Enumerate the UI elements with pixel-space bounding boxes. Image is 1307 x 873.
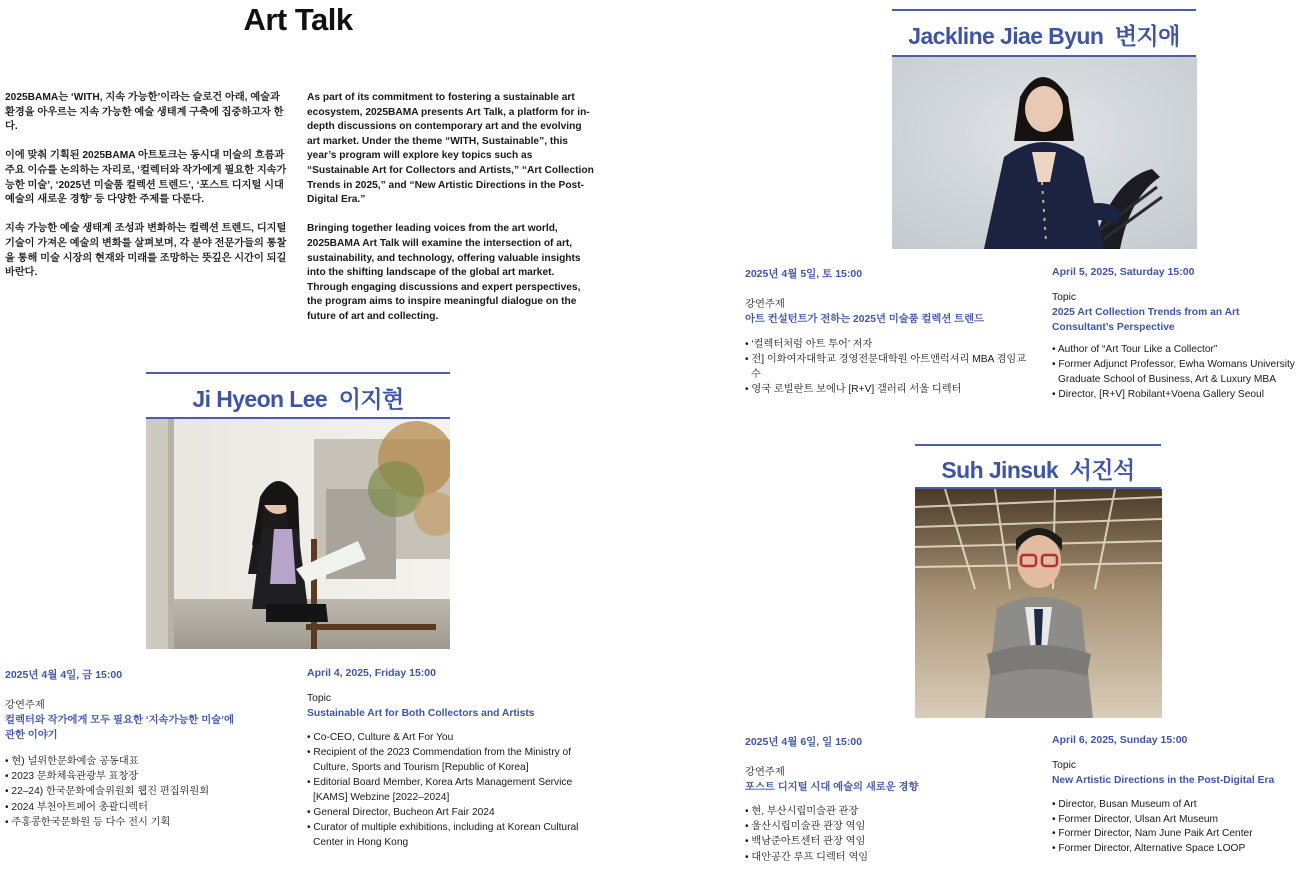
speaker-photo-lee (146, 419, 450, 649)
bio-item: • Author of “Art Tour Like a Collector” (1052, 343, 1304, 358)
topic-en: Sustainable Art for Both Collectors and Artists (307, 708, 535, 719)
bio-list-en (1052, 343, 1304, 403)
speaker-name-byun (880, 18, 1208, 51)
speaker-portrait-image (915, 489, 1162, 718)
speaker-portrait-image (892, 57, 1197, 249)
bio-item: • 2024 부천아트페어 총괄디렉터 (5, 801, 290, 816)
topic-ko: 컬렉터와 작가에게 모두 필요한 ‘지속가능한 미술’에 관한 이야기 (5, 715, 234, 741)
intro-en-paragraph: Bringing together leading voices from the art world, 2025BAMA Art Talk will examine the intersection of art, sustainability, and technology, offering valuable insights into the shifting landscape of the global art market. Through engaging discussions and expert perspectives, the program aims to inspire meaningful dialogue on the future of art and collecting. (307, 223, 581, 322)
bio-item: • Former Director, Ulsan Art Museum (1052, 813, 1304, 828)
bio-list-ko (5, 755, 290, 831)
speaker-date-ko: 2025년 4월 4일, 금 15:00 (5, 669, 123, 681)
speaker-lee-en-block (307, 667, 592, 851)
bio-item: • Director, Busan Museum of Art (1052, 798, 1304, 813)
bio-item: • Former Director, Alternative Space LOOP (1052, 842, 1304, 857)
topic-label-en: Topic (1052, 760, 1077, 771)
bio-item: • ‘컬렉터처럼 아트 투어’ 저자 (745, 338, 1035, 353)
speaker-date-ko: 2025년 4월 6일, 일 15:00 (745, 736, 863, 748)
topic-label-ko: 강연주제 (745, 299, 785, 310)
topic-en: 2025 Art Collection Trends from an Art Consultant’s Perspective (1052, 307, 1240, 333)
speaker-photo-suh (915, 489, 1162, 718)
speaker-name-en: Ji Hyeon Lee (192, 386, 328, 412)
topic-label-ko: 강연주제 (745, 767, 785, 778)
speaker-name-ko: 이지현 (338, 386, 404, 412)
bio-item: • 주홍콩한국문화원 등 다수 전시 기획 (5, 816, 290, 831)
speaker-suh-en-block (1052, 734, 1304, 856)
speaker-byun-en-block (1052, 266, 1304, 403)
intro-ko-paragraph: 이에 맞춰 기획된 2025BAMA 아트토크는 동시대 미술의 흐름과 주요 이슈를 논의하는 자리로, ‘컬렉터와 작가에게 필요한 지속가능한 미술’, ‘2025년 미술품 컬렉션 트렌드’, ‘포스트 디지털 시대 예술의 새로운 경향’ 등 다양한 주제를 다룬다. (5, 150, 287, 206)
bio-item: • Co-CEO, Culture & Art For You (307, 731, 592, 746)
topic-en: New Artistic Directions in the Post-Digital Era (1052, 775, 1275, 786)
speaker-date-en: April 5, 2025, Saturday 15:00 (1052, 266, 1195, 278)
bio-item: • Director, [R+V] Robilant+Voena Gallery Seoul (1052, 388, 1304, 403)
speaker-date-ko: 2025년 4월 5일, 토 15:00 (745, 268, 863, 280)
topic-label-ko: 강연주제 (5, 700, 45, 711)
bio-item: • 전] 이화여자대학교 경영전문대학원 아트앤럭셔리 MBA 겸임교수 (745, 353, 1035, 382)
speaker-byun-ko-block (745, 266, 1035, 398)
speaker-name-en: Jackline Jiae Byun (908, 23, 1104, 49)
speaker-date-en: April 6, 2025, Sunday 15:00 (1052, 734, 1188, 746)
speaker-portrait-image (146, 419, 450, 649)
speaker-name-lee (146, 381, 450, 414)
speaker-date-en: April 4, 2025, Friday 15:00 (307, 667, 436, 679)
bio-item: • 현) 널위한문화예술 공동대표 (5, 755, 290, 770)
bio-list-en (307, 731, 592, 851)
topic-ko: 포스트 디지털 시대 예술의 새로운 경향 (745, 782, 919, 793)
speaker-suh-ko-block (745, 734, 1035, 866)
bio-item: • 현, 부산시립미술관 관장 (745, 805, 1035, 820)
intro-en-paragraph: As part of its commitment to fostering a sustainable art ecosystem, 2025BAMA presents Art Talk, a platform for in-depth discussions on contemporary art and the evolving art market. Under the theme “WITH, Sustainable”, this year’s program will explore key topics such as “Sustainable Art for Collectors and Artists,” “Art Collection Trends in 2025,” and “New Artistic Directions in the Post-Digital Era.” (307, 92, 594, 206)
topic-label-en: Topic (307, 693, 332, 704)
topic-label-en: Topic (1052, 292, 1077, 303)
speaker-name-suh (905, 452, 1171, 485)
bio-item: • 백남준아트센터 관장 역임 (745, 835, 1035, 850)
bio-list-ko (745, 805, 1035, 865)
speaker-rule-top (892, 9, 1196, 11)
speaker-name-en: Suh Jinsuk (941, 457, 1059, 483)
speaker-name-ko: 서진석 (1069, 457, 1135, 483)
bio-list-en (1052, 798, 1304, 856)
speaker-photo-byun (892, 57, 1197, 249)
bio-item: • 영국 로빌란트 보에나 [R+V] 갤러리 서울 디렉터 (745, 383, 1035, 398)
bio-item: • General Director, Bucheon Art Fair 2024 (307, 806, 592, 821)
bio-item: • Curator of multiple exhibitions, including at Korean Cultural Center in Hong Kong (307, 821, 592, 850)
intro-ko-paragraph: 2025BAMA는 ‘WITH, 지속 가능한’이라는 슬로건 아래, 예술과 환경을 아우르는 지속 가능한 예술 생태계 구축에 집중하고자 한다. (5, 92, 284, 133)
speaker-rule-top (915, 444, 1161, 446)
page-title: Art Talk (243, 2, 353, 37)
bio-item: • Former Adjunct Professor, Ewha Womans University Graduate School of Business, Art & Luxury MBA (1052, 358, 1304, 387)
intro-korean (5, 91, 290, 295)
intro-ko-paragraph: 지속 가능한 예술 생태계 조성과 변화하는 컬렉션 트렌드, 디지털 기술이 가져온 예술의 변화를 살펴보며, 각 분야 전문가들의 통찰을 통해 미술 시장의 현재와 미래를 조망하는 뜻깊은 시간이 되길 바란다. (5, 223, 287, 279)
speaker-name-ko: 변지애 (1114, 23, 1180, 49)
bio-item: • Editorial Board Member, Korea Arts Management Service [KAMS] Webzine [2022–2024] (307, 776, 592, 805)
bio-item: • 울산시립미술관 관장 역임 (745, 820, 1035, 835)
bio-item: • 대안공간 루프 디렉터 역임 (745, 851, 1035, 866)
bio-item: • 2023 문화체육관광부 표창장 (5, 770, 290, 785)
bio-list-ko (745, 338, 1035, 398)
topic-ko: 아트 컨설턴트가 전하는 2025년 미술품 컬렉션 트렌드 (745, 314, 985, 325)
speaker-lee-ko-block (5, 667, 290, 831)
bio-item: • Recipient of the 2023 Commendation from the Ministry of Culture, Sports and Tourism [Republic of Korea] (307, 746, 592, 775)
speaker-rule-top (146, 372, 450, 374)
intro-english (307, 91, 595, 339)
bio-item: • 22–24) 한국문화예술위원회 웹진 편집위원회 (5, 785, 290, 800)
bio-item: • Former Director, Nam June Paik Art Center (1052, 827, 1304, 842)
